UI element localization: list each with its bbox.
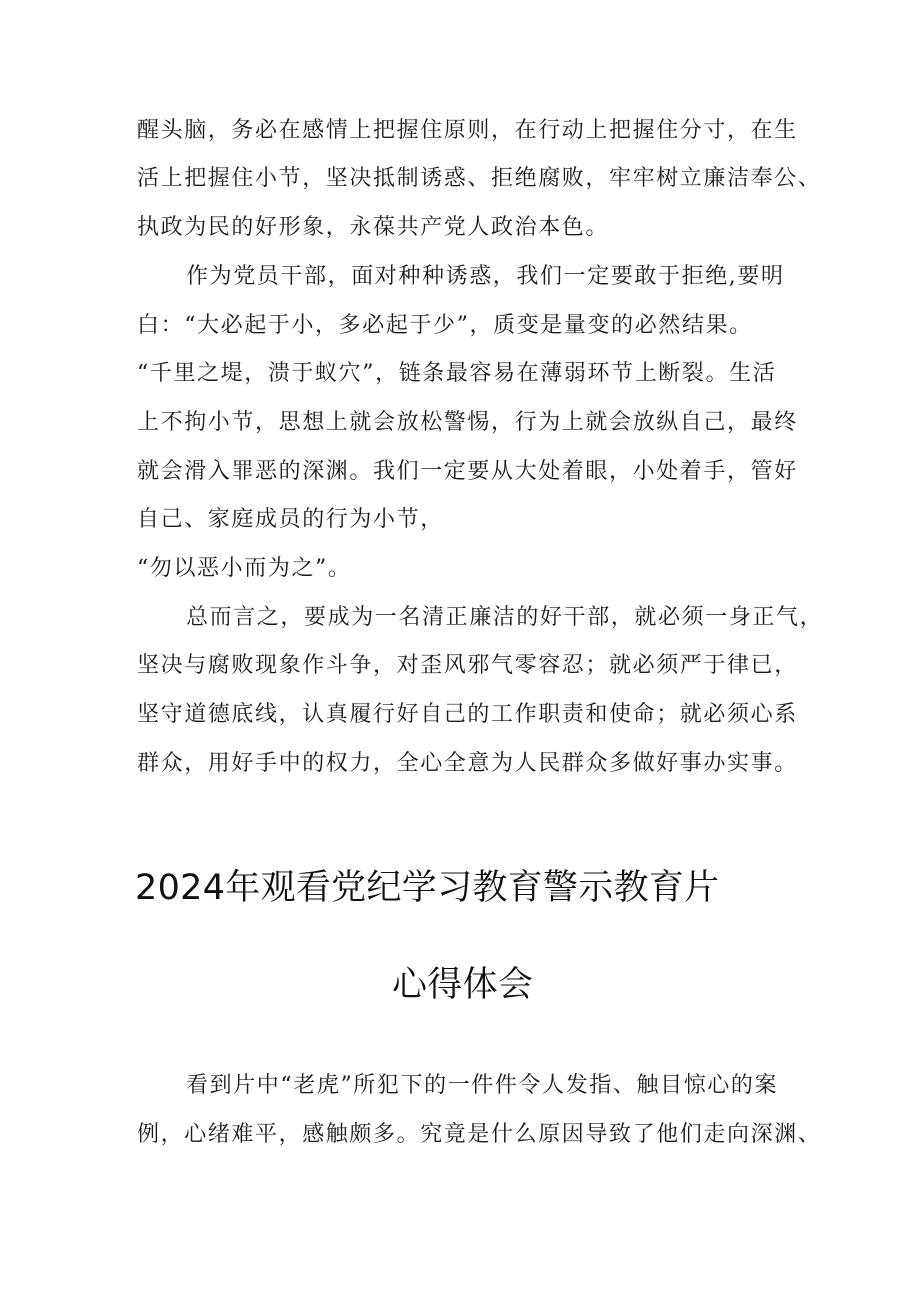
title-line-1: 2024年观看党纪学习教育警示教育片 (135, 868, 720, 908)
text-line: 群众，用好手中的权力，全心全意为人民群众多做好事办实事。 (137, 751, 798, 776)
text-line: 白：“大必起于小，多必起于少”，质变是量变的必然结果。 (137, 313, 753, 338)
title-line-2: 心得体会 (392, 965, 534, 1005)
text-line: 就会滑入罪恶的深渊。我们一定要从大处着眼，小处着手，管好 (137, 459, 798, 484)
text-line: 总而言之，要成为一名清正廉洁的好干部，就必须一身正气， (186, 605, 824, 630)
text-line: 例，心绪难平，感触颇多。究竟是什么原因导致了他们走向深渊、 (137, 1122, 822, 1147)
text-line: 坚守道德底线，认真履行好自己的工作职责和使命；就必须心系 (137, 702, 798, 727)
text-line: 执政为民的好形象，永葆共产党人政治本色。 (137, 215, 610, 240)
text-line: 看到片中“老虎”所犯下的一件件令人发指、触目惊心的案 (186, 1073, 779, 1098)
text-line: “千里之堤，溃于蚁穴”，链条最容易在薄弱环节上断裂。生活 (137, 361, 777, 386)
text-line: 醒头脑，务必在感情上把握住原则，在行动上把握住分寸，在生 (137, 118, 798, 143)
text-line: 上不拘小节，思想上就会放松警惕，行为上就会放纵自己，最终 (137, 410, 798, 435)
text-line: 坚决与腐败现象作斗争，对歪风邪气零容忍；就必须严于律已， (137, 653, 798, 678)
text-line: 活上把握住小节，坚决抵制诱惑、拒绝腐败，牢牢树立廉洁奉公、 (137, 166, 822, 191)
text-line: “勿以恶小而为之”。 (137, 556, 352, 581)
text-line: 作为党员干部，面对种种诱惑，我们一定要敢于拒绝,要明 (186, 264, 785, 289)
text-line: 自己、家庭成员的行为小节， (137, 507, 444, 532)
